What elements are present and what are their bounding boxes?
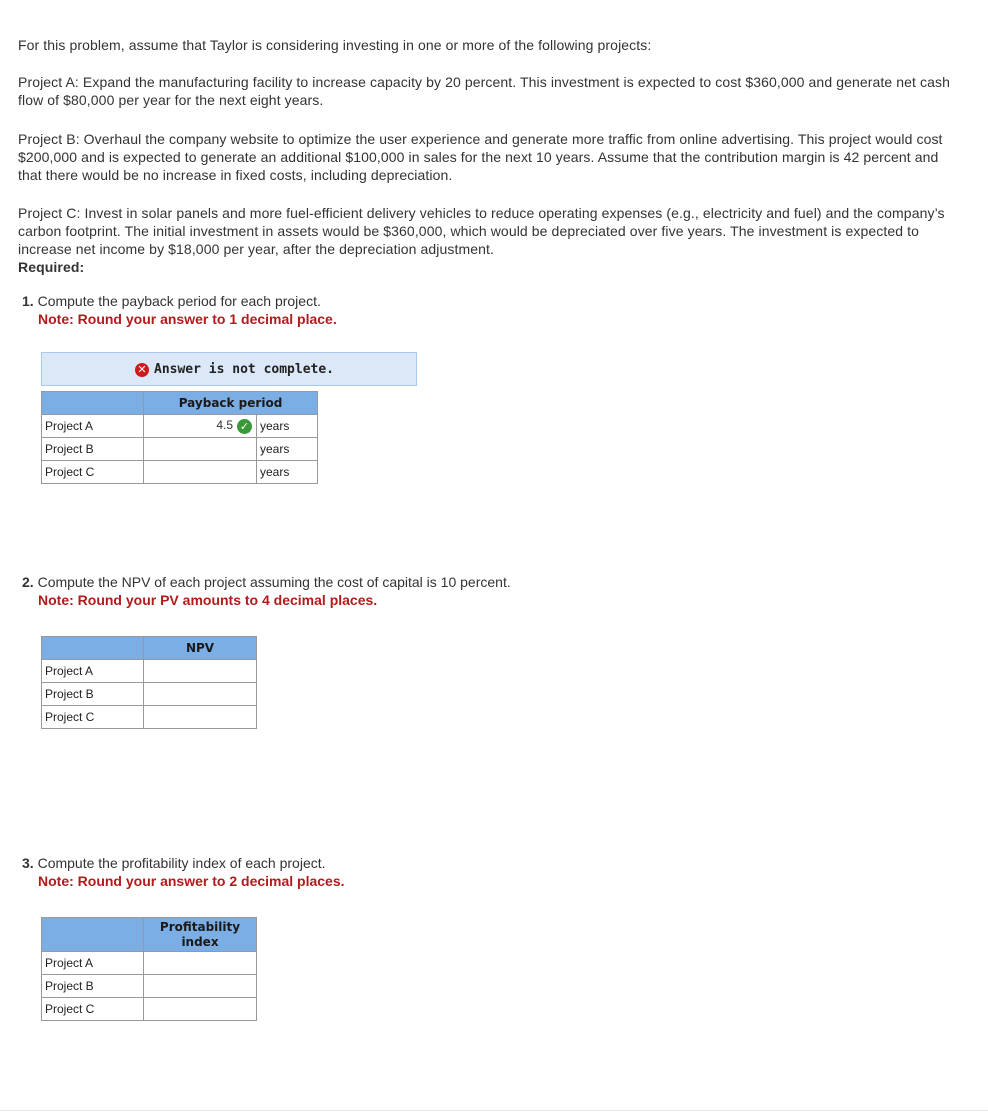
question-3-text: Compute the profitability index of each project. [37, 855, 326, 871]
table-row [42, 438, 318, 461]
payback-input-project-c[interactable] [144, 461, 257, 484]
table-row [42, 415, 318, 438]
unit-label: years [257, 415, 318, 438]
npv-input-project-b[interactable] [144, 683, 257, 706]
project-c-description: Project C: Invest in solar panels and more fuel-efficient delivery vehicles to reduce operating expenses (e.g., electricity and fuel) and the company’s carbon footprint. The initial investment in assets would be $360,000, which would be depreciated over five years. The investment is expected to increase net income by $18,000 per year, after the depreciation adjustment. [18, 205, 945, 257]
row-label: Project B [42, 438, 144, 461]
question-1-text: Compute the payback period for each project. [37, 293, 321, 309]
project-b-description: Project B: Overhaul the company website to optimize the user experience and generate more traffic from online advertising. This project would cost $200,000 and is expected to generate an additional $100,000 in sales for the next 10 years. Assume that the contribution margin is 42 percent and that there would be no increase in fixed costs, including depreciation. [18, 131, 943, 183]
check-circle-icon: ✓ [237, 419, 252, 434]
row-label: Project B [42, 975, 144, 998]
npv-input-project-c[interactable] [144, 706, 257, 729]
table-row [42, 660, 257, 683]
profitability-header-line1: Profitability [159, 919, 241, 934]
row-label: Project A [42, 415, 144, 438]
pi-input-project-c[interactable] [144, 998, 257, 1021]
table-row [42, 998, 257, 1021]
npv-header: NPV [144, 637, 257, 660]
unit-label: years [257, 438, 318, 461]
table-corner [42, 918, 144, 952]
question-1 [22, 292, 922, 328]
answer-status-banner [41, 352, 417, 386]
payback-header: Payback period [144, 392, 318, 415]
table-row [42, 706, 257, 729]
table-corner [42, 637, 144, 660]
row-label: Project B [42, 683, 144, 706]
question-3 [22, 854, 922, 890]
payback-input-project-b[interactable] [144, 438, 257, 461]
unit-label: years [257, 461, 318, 484]
question-3-number: 3. [22, 855, 34, 871]
payback-table [41, 391, 318, 484]
question-2 [22, 573, 922, 609]
question-2-text: Compute the NPV of each project assuming the cost of capital is 10 percent. [37, 574, 511, 590]
question-1-note: Note: Round your answer to 1 decimal place. [38, 311, 337, 327]
table-corner [42, 392, 144, 415]
table-row [42, 461, 318, 484]
x-circle-icon: ✕ [135, 363, 149, 377]
row-label: Project C [42, 461, 144, 484]
profitability-table [41, 917, 257, 1021]
table-row [42, 952, 257, 975]
question-2-note: Note: Round your PV amounts to 4 decimal places. [38, 592, 378, 608]
row-label: Project A [42, 660, 144, 683]
required-label: Required: [18, 259, 85, 275]
answer-status-text: Answer is not complete. [154, 362, 335, 377]
bottom-divider [0, 1110, 988, 1111]
row-label: Project C [42, 706, 144, 729]
payback-input-project-a[interactable] [144, 415, 257, 438]
pi-input-project-a[interactable] [144, 952, 257, 975]
npv-input-project-a[interactable] [144, 660, 257, 683]
row-label: Project A [42, 952, 144, 975]
table-row [42, 683, 257, 706]
question-3-note: Note: Round your answer to 2 decimal places. [38, 873, 345, 889]
pi-input-project-b[interactable] [144, 975, 257, 998]
question-1-number: 1. [22, 293, 34, 309]
intro-text: For this problem, assume that Taylor is considering investing in one or more of the following projects: [18, 37, 652, 53]
profitability-header-line2: index [181, 934, 219, 949]
profitability-header [144, 918, 257, 952]
row-label: Project C [42, 998, 144, 1021]
project-a-description: Project A: Expand the manufacturing facility to increase capacity by 20 percent. This investment is expected to cost $360,000 and generate net cash flow of $80,000 per year for the next eight years. [18, 74, 950, 108]
question-2-number: 2. [22, 574, 34, 590]
npv-table [41, 636, 257, 729]
table-row [42, 975, 257, 998]
payback-value: 4.5 [216, 418, 233, 433]
